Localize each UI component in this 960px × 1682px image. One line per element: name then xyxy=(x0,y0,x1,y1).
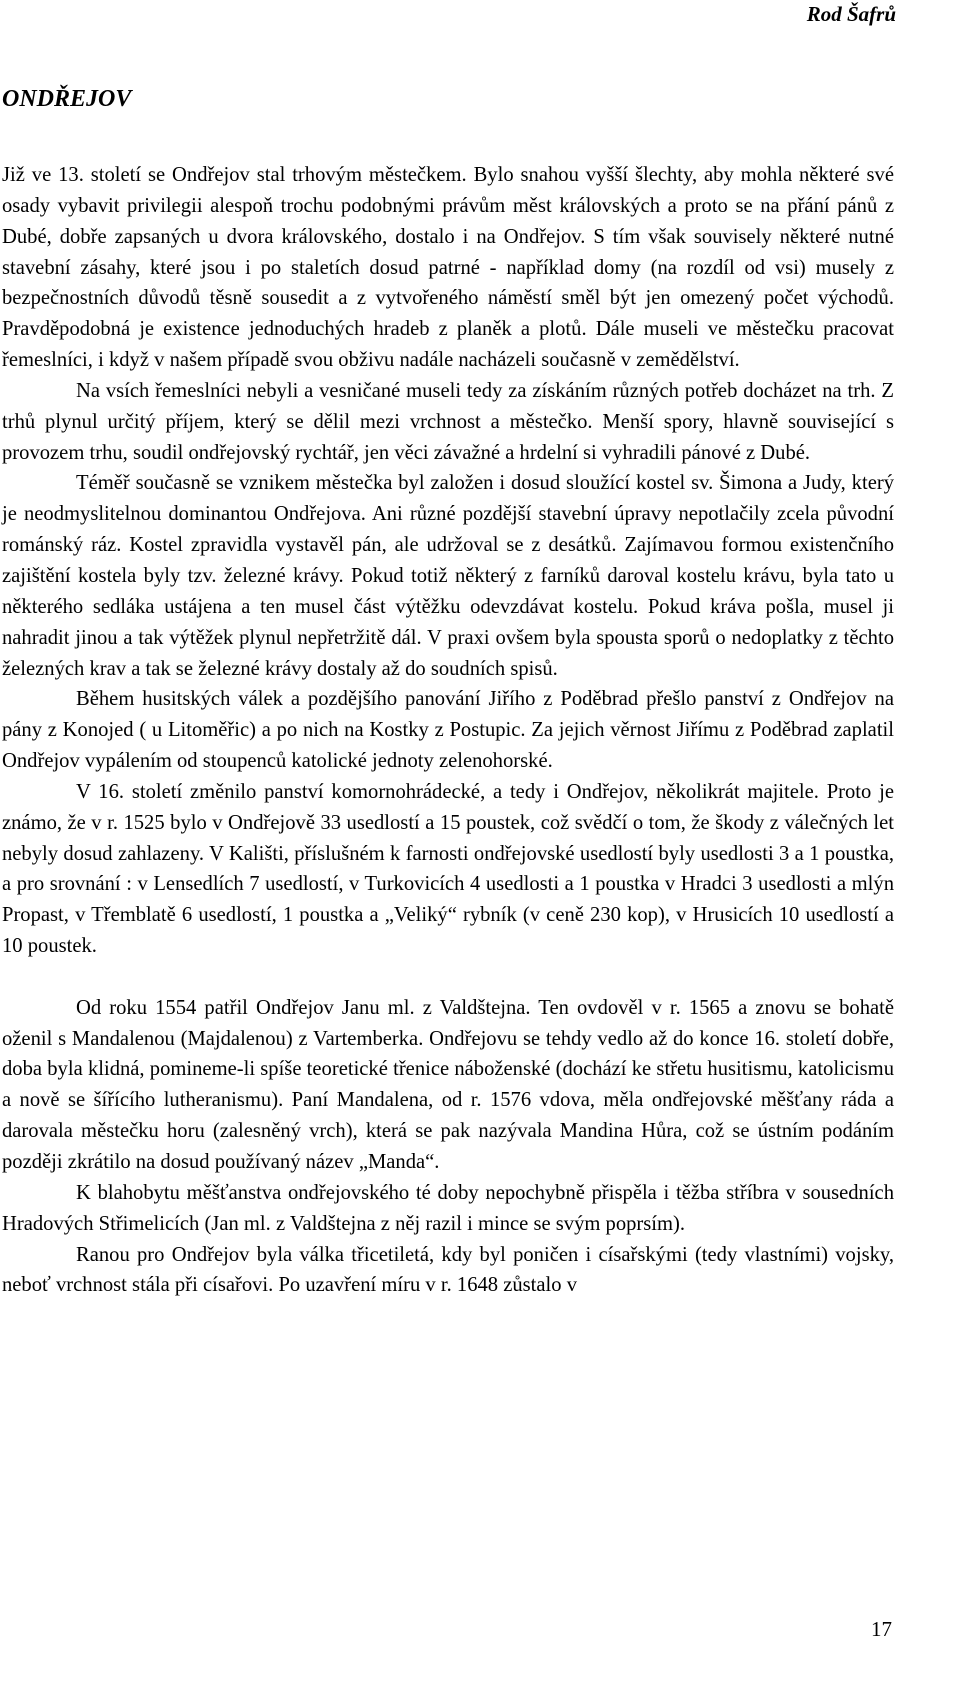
paragraph-2: Na vsích řemeslníci nebyli a vesničané museli tedy za získáním různých potřeb docházet na trh. Z trhů plynul určitý příjem, který se dělil mezi vrchnost a městečko. Menší spory, hlavně související s provozem trhu, soudil ondřejovský rychtář, jen věci závažné a hrdelní si vyhradili pánové z Dubé. xyxy=(2,379,894,464)
paragraph-1: Již ve 13. století se Ondřejov stal trhovým městečkem. Bylo snahou vyšší šlechty, aby mohla některé své osady vybavit privilegii alespoň trochu podobnými právům měst královských a proto se na přání pánů z Dubé, dobře zapsaných u dvora královského, dostalo i na Ondřejov. S tím však souvisely některé nutné stavební zásahy, které jsou i po staletích dosud patrné - například domy (na rozdíl od vsi) musely z bezpečnostních důvodů těsně sousedit a z vytvořeného náměstí směl být jen omezený počet východů. Pravděpodobná je existence jednoduchých hradeb z planěk a plotů. Dále museli ve městečku pracovat řemeslníci, i když v našem případě svou obživu nadále nacházeli současně v zemědělství. xyxy=(2,164,894,372)
paragraph-5: V 16. století změnilo panství komornohrádecké, a tedy i Ondřejov, několikrát majitele. Proto je známo, že v r. 1525 bylo v Ondřejově 33 usedlostí a 15 poustek, což svědčí o tom, že škody z válečných let nebyly dosud zahlazeny. V Kališti, příslušném k farnosti ondřejovské usedlostí byly usedlosti 3 a 1 poustka, a pro srovnání : v Lensedlích 7 usedlostí, v Turkovicích 4 usedlosti a 1 poustka v Hradci 3 usedlosti a mlýn Propast, v Třemblatě 6 usedlostí, 1 poustka a „Veliký“ rybník (v ceně 230 kop), v Hrusicích 10 usedlostí a 10 poustek. xyxy=(2,780,894,958)
page-number: 17 xyxy=(871,1617,892,1641)
body-text xyxy=(2,160,894,1301)
paragraph-7: K blahobytu měšťanstva ondřejovského té doby nepochybně přispěla i těžba stříbra v sousedních Hradových Střimelicích (Jan ml. z Valdštejna z něj razil i mince se svým poprsím). xyxy=(2,1181,894,1235)
page-header-author: Rod Šafrů xyxy=(806,2,896,26)
paragraph-8: Ranou pro Ondřejov byla válka třicetiletá, kdy byl poničen i císařskými (tedy vlastními) vojsky, neboť vrchnost stála při císařovi. Po uzavření míru v r. 1648 zůstalo v xyxy=(2,1243,894,1297)
chapter-title: ONDŘEJOV xyxy=(2,86,132,112)
paragraph-6: Od roku 1554 patřil Ondřejov Janu ml. z Valdštejna. Ten ovdověl v r. 1565 a znovu se bohatě oženil s Mandalenou (Majdalenou) z Vartemberka. Ondřejovu se tehdy vedlo až do konce 16. století dobře, doba byla klidná, pomineme-li spíše teoretické třenice náboženské (dochází ke střetu husitismu, katolicismu a nově se šířícího lutheranismu). Paní Mandalena, od r. 1576 vdova, měla ondřejovské měšťany ráda a darovala městečku horu (zalesněný vrch), která se pak nazývala Mandina Hůra, což se ústním podáním později zkrátilo na dosud používaný název „Manda“. xyxy=(2,996,894,1173)
paragraph-3: Téměř současně se vznikem městečka byl založen i dosud sloužící kostel sv. Šimona a Judy, který je neodmyslitelnou dominantou Ondřejova. Ani různé pozdější stavební úpravy nepotlačily zcela původní románský ráz. Kostel zpravidla vystavěl pán, ale udržoval se z desátků. Zajímavou formou existenčního zajištění kostela byly tzv. železné krávy. Pokud totiž některý z farníků daroval kostelu krávu, byla tato u některého sedláka ustájena a ten musel část výtěžku odevzdávat kostelu. Pokud kráva pošla, musel ji nahradit jinou a tak výtěžek plynul nepřetržitě dál. V praxi ovšem byla spousta sporů o nedoplatky z těchto železných krav a tak se železné krávy dostaly až do soudních spisů. xyxy=(2,472,894,680)
paragraph-4: Během husitských válek a pozdějšího panování Jiřího z Poděbrad přešlo panství z Ondřejov na pány z Konojed ( u Litoměřic) a po nich na Kostky z Postupic. Za jejich věrnost Jiřímu z Poděbrad zaplatil Ondřejov vypálením od stoupenců katolické jednoty zelenohorské. xyxy=(2,688,894,773)
